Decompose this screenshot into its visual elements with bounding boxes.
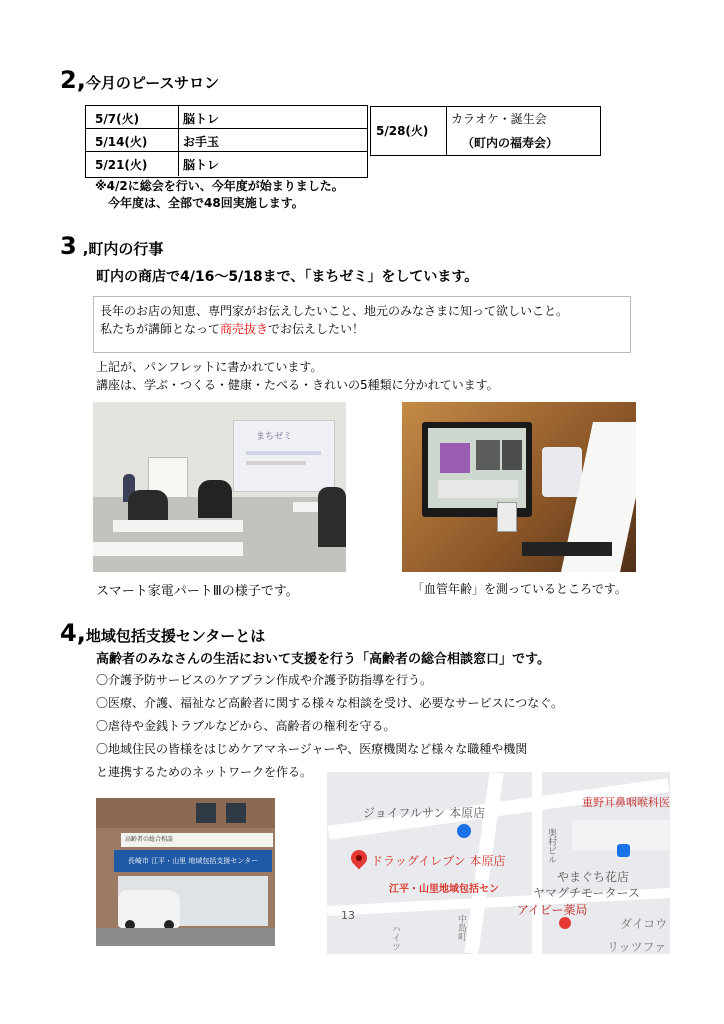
schedule-event: カラオケ・誕生会	[451, 112, 547, 126]
center-sign: 長崎市 江平・山里 地域包括支援センター	[114, 850, 272, 872]
service-item: 〇地域住民の皆様をはじめケアマネージャーや、医療機関など様々な職種や機関	[96, 742, 528, 756]
schedule-column-divider	[446, 106, 447, 155]
projector-screen	[233, 420, 335, 492]
shop-pin-icon	[617, 844, 630, 857]
section-2-note: ※4/2に総会を行い、今年度が始まりました。	[95, 179, 344, 193]
schedule-event: 脳トレ	[183, 112, 220, 126]
schedule-event: お手玉	[183, 135, 220, 149]
section-4-subtitle: 高齢者のみなさんの生活において支援を行う「高齢者の総合相談窓口」です。	[96, 652, 550, 667]
section-2-number: 2,	[60, 66, 86, 94]
service-item: 〇虐待や金銭トラブルなどから、高齢者の権利を守る。	[96, 719, 396, 733]
map-label: ドラッグイレブン 本原店	[371, 854, 506, 868]
schedule-event-note: （町内の福寿会）	[462, 136, 559, 150]
map-label: やまぐち花店	[557, 870, 630, 884]
map-label: アイビー薬局	[517, 903, 588, 917]
service-item: 〇医療、介護、福祉など高齢者に関する様々な相談を受け、必要なサービスにつなぐ。	[96, 696, 564, 710]
schedule-date: 5/14(火)	[95, 135, 148, 149]
schedule-row-divider	[85, 128, 368, 129]
quote-line	[100, 320, 364, 337]
section-2-note: 今年度は、全部で48回実施します。	[108, 196, 304, 210]
seminar-photo	[93, 402, 346, 572]
schedule-event: 脳トレ	[183, 158, 220, 172]
map-label: リッツファ	[607, 940, 667, 954]
measurement-photo	[402, 402, 636, 572]
service-item: 〇介護予防サービスのケアプラン作成や介護予防指導を行う。	[96, 673, 433, 687]
center-building-photo: 高齢者の総合相談 長崎市 江平・山里 地域包括支援センター	[96, 798, 275, 946]
quote-text: でお伝えしたい！	[268, 322, 365, 336]
section-3-heading	[60, 232, 163, 260]
seminar-photo-caption: スマート家電パートⅢの様子です。	[96, 584, 299, 599]
measurement-photo-caption: 「血管年齢」を測っているところです。	[412, 582, 627, 596]
location-map[interactable]	[327, 772, 670, 954]
section-3-body: 上記が、パンフレットに書かれています。	[96, 360, 323, 374]
section-3-subtitle: 町内の商店で4/16～5/18まで、「まちゼミ」をしています。	[96, 269, 479, 285]
quote-line: 長年のお店の知恵、専門家がお伝えしたいこと、地元のみなさまに知って欲しいこと。	[100, 304, 569, 318]
section-3-body: 講座は、学ぶ・つくる・健康・たべる・きれいの5種類に分かれています。	[96, 378, 499, 392]
map-label: ヤマグチモータース	[533, 886, 640, 900]
map-label: 江平・山里地域包括セン	[389, 884, 499, 895]
section-2-title: 今月のピースサロン	[85, 74, 220, 92]
section-3-number: 3	[60, 232, 77, 260]
section-4-title: 地域包括支援センターとは	[85, 627, 266, 645]
schedule-date: 5/7(火)	[95, 112, 140, 126]
map-label: 中島町	[456, 914, 466, 941]
pharmacy-pin-icon	[559, 917, 571, 929]
service-item: と連携するためのネットワークを作る。	[96, 765, 313, 779]
map-label: ハイツ	[390, 924, 400, 951]
schedule-date: 5/28(火)	[376, 124, 429, 138]
schedule-column-divider	[178, 105, 179, 176]
schedule-date: 5/21(火)	[95, 158, 148, 172]
section-2-heading	[60, 66, 219, 94]
schedule-row-divider	[85, 151, 368, 152]
screen-text: まちゼミ	[256, 432, 293, 442]
quote-text: 私たちが講師となって	[100, 322, 221, 336]
section-4-number: 4,	[60, 619, 86, 647]
shop-pin-icon	[457, 824, 471, 838]
quote-highlight: 商売抜き	[220, 322, 269, 336]
map-label: ダイコウ	[620, 917, 668, 931]
map-label: 奥村ビル	[546, 828, 556, 864]
map-label: 重野耳鼻咽喉科医	[582, 796, 670, 809]
map-label: ジョイフルサン 本原店	[363, 806, 486, 820]
map-label: 13	[341, 909, 355, 922]
section-3-title: ,町内の行事	[82, 240, 164, 258]
section-4-heading	[60, 619, 265, 647]
